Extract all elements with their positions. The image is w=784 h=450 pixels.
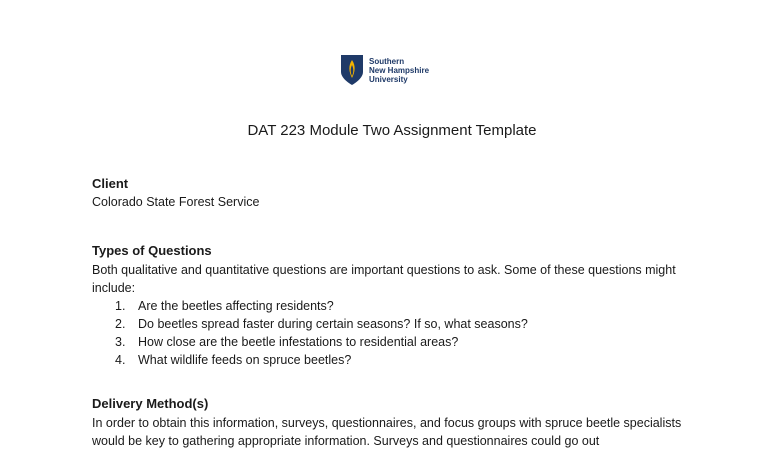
list-item: [92, 333, 692, 351]
list-number: 1.: [115, 299, 126, 313]
list-text: Are the beetles affecting residents?: [138, 299, 334, 313]
list-text: What wildlife feeds on spruce beetles?: [138, 353, 352, 367]
questions-intro: Both qualitative and quantitative questions are important questions to ask. Some of these questions might include:: [92, 263, 676, 295]
list-number: 2.: [115, 317, 126, 331]
logo-line-2: New Hampshire: [369, 65, 430, 75]
document-title: DAT 223 Module Two Assignment Template: [247, 122, 537, 139]
list-text: Do beetles spread faster during certain seasons? If so, what seasons?: [138, 317, 528, 331]
list-number: 4.: [115, 353, 126, 367]
delivery-heading: Delivery Method(s): [92, 396, 209, 411]
questions-list: [92, 297, 692, 369]
client-heading: Client: [92, 176, 129, 191]
questions-section: [92, 261, 692, 369]
logo-wordmark: [369, 57, 429, 84]
client-text: Colorado State Forest Service: [92, 195, 260, 209]
logo-line-3: University: [369, 74, 408, 84]
snhu-logo: [340, 52, 450, 88]
list-text: How close are the beetle infestations to residential areas?: [138, 335, 459, 349]
list-number: 3.: [115, 335, 126, 349]
logo-line-1: Southern: [369, 56, 405, 66]
questions-heading: Types of Questions: [92, 243, 212, 258]
list-item: [92, 315, 692, 333]
list-item: [92, 297, 692, 315]
shield-logo-icon: [340, 54, 364, 86]
list-item: [92, 351, 692, 369]
delivery-text: In order to obtain this information, surveys, questionnaires, and focus groups with spruce beetle specialists would be key to gathering appropriate information. Surveys and questionnaires could go out: [92, 416, 682, 448]
